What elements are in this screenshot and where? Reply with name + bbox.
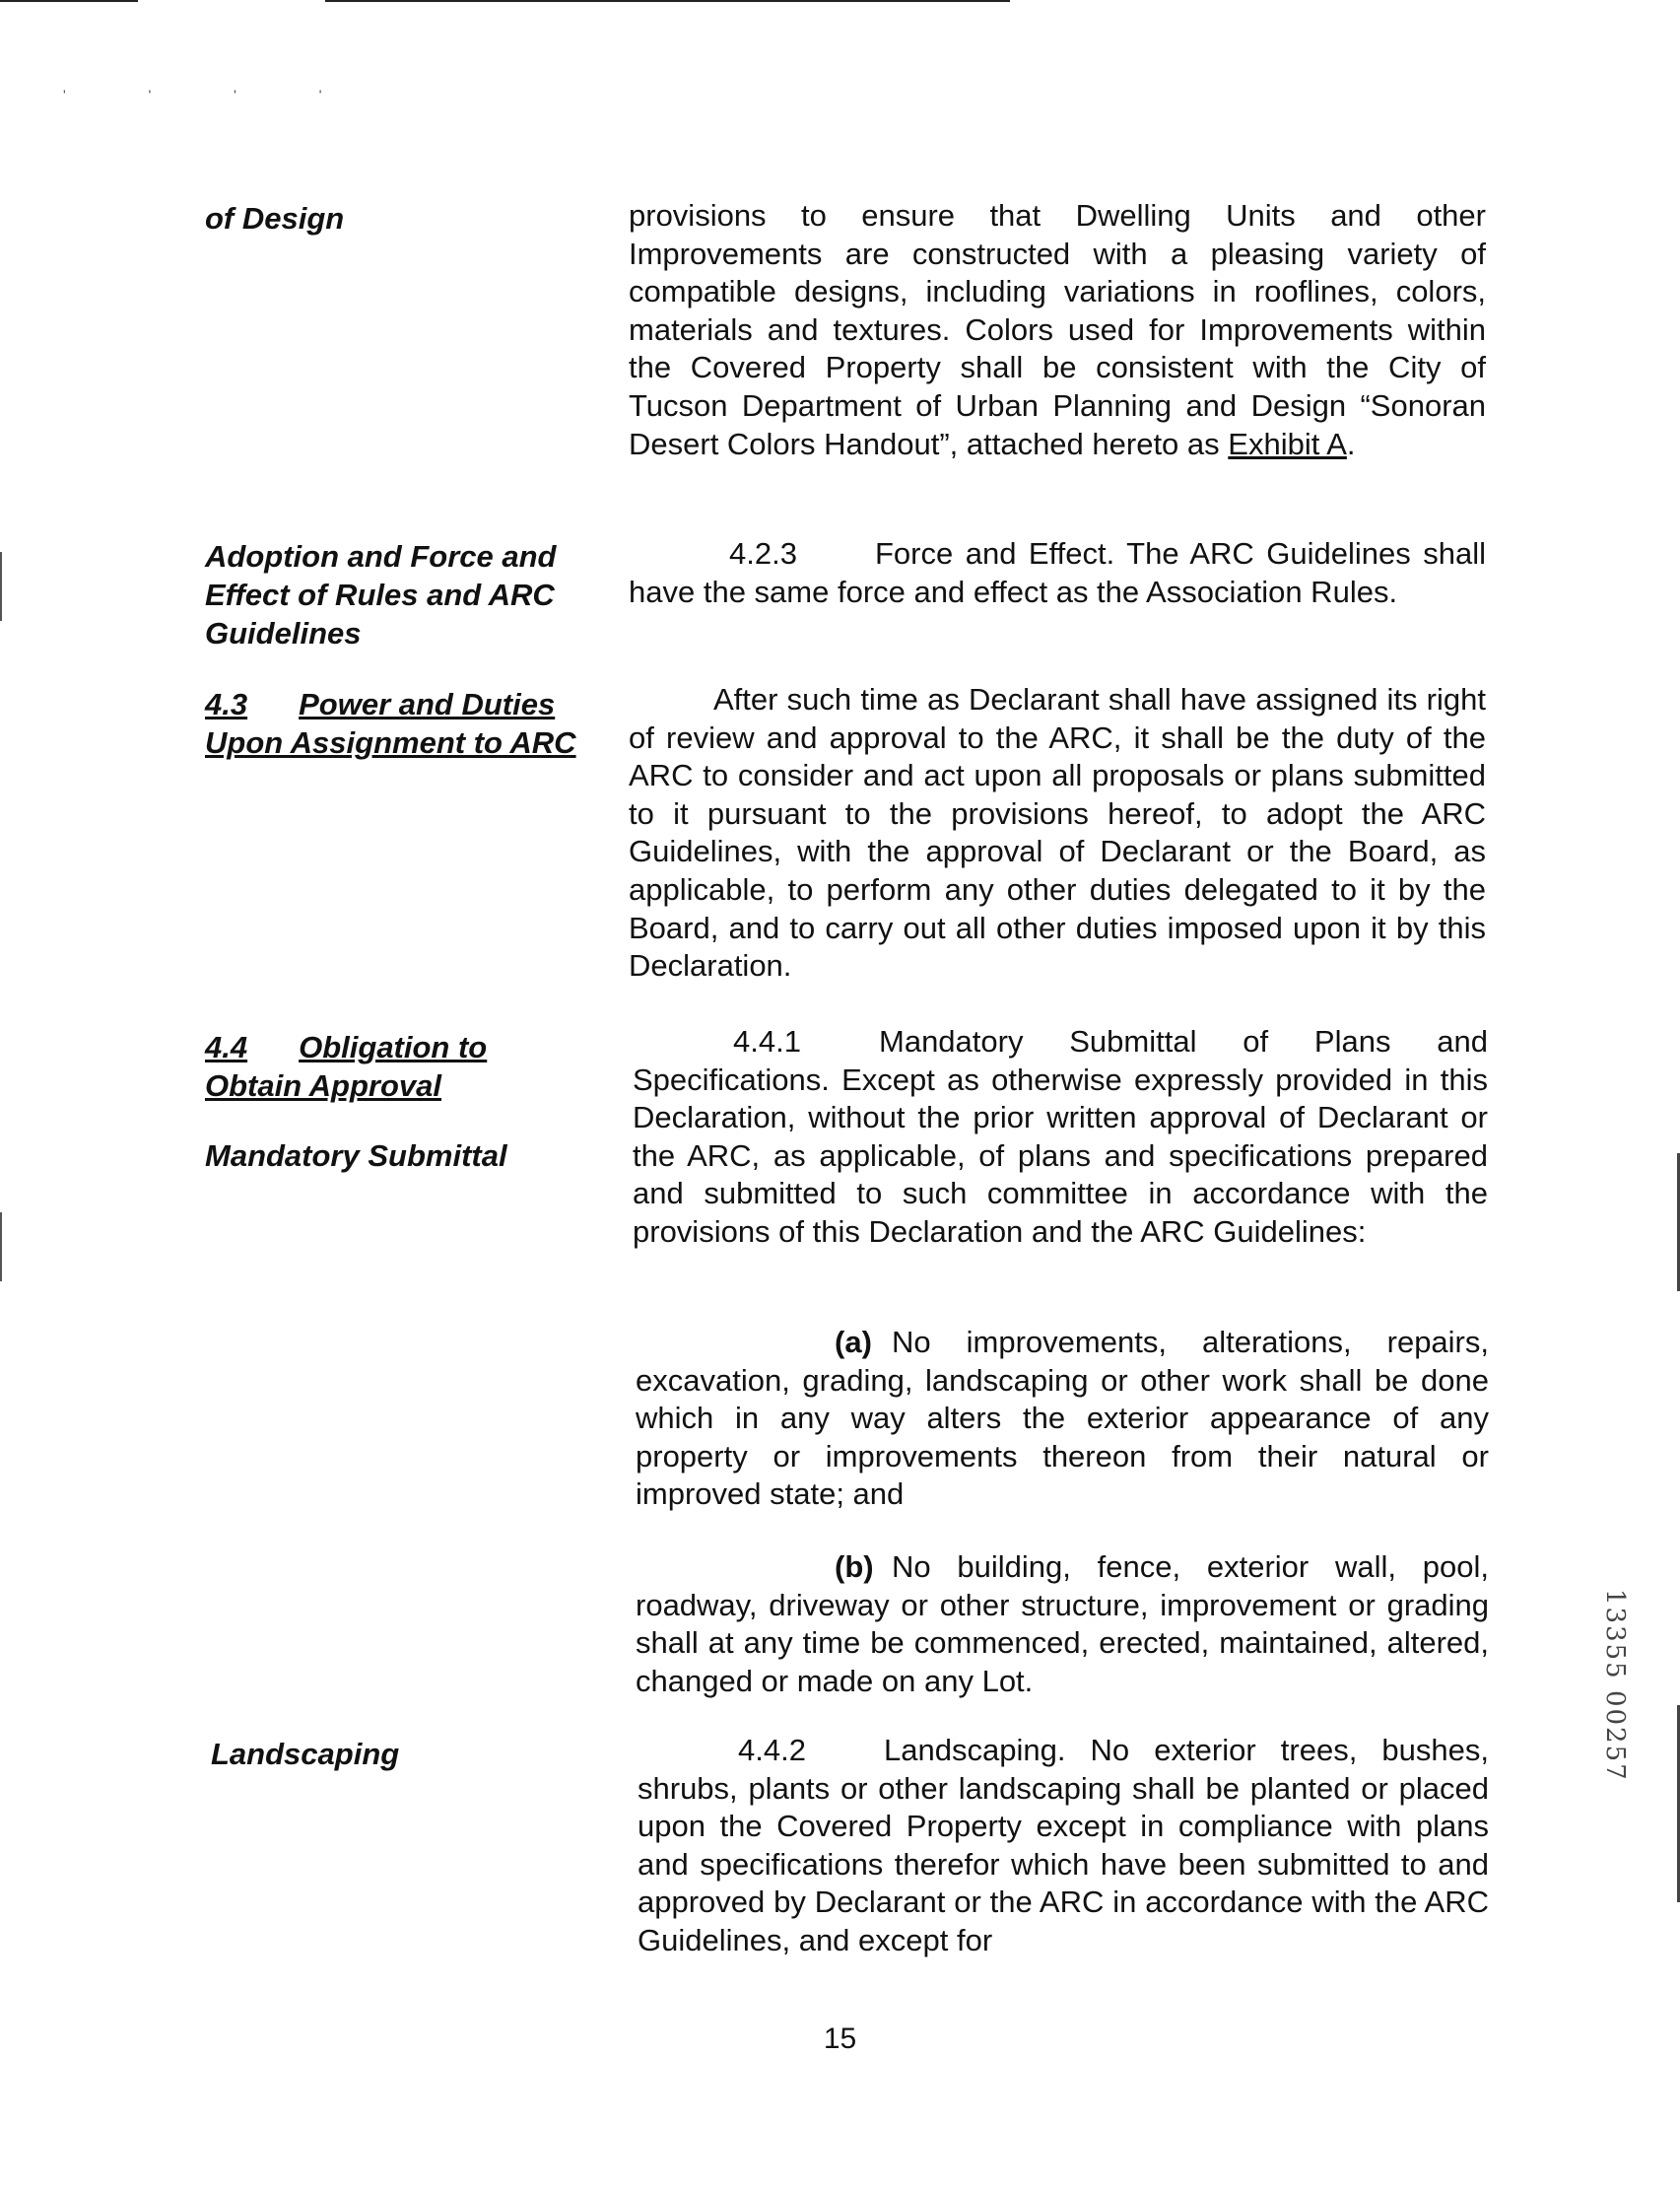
margin-heading-of-design: of Design bbox=[205, 201, 345, 236]
paragraph-design-provisions: provisions to ensure that Dwelling Units and other Improvements are constructed with a pleasing variety of compatible designs, including variations in rooflines, colors, materials and textures. Colors used for Improvements within the Covered Property shall be consistent with the City of Tucson Department of Urban Planning and Design “Sonoran Desert Colors Handout”, attached hereto as Exhibit A. bbox=[629, 198, 1486, 461]
scan-edge-mark bbox=[0, 552, 2, 621]
paragraph-item-a: (a) No improvements, alterations, repairs, excavation, grading, landscaping or other work shall be done which in any way alters the exterior appearance of any property or improvements thereon from their natural or improved state; and bbox=[636, 1325, 1489, 1512]
section-number: 4.2.3 bbox=[729, 536, 797, 571]
item-label: (a) bbox=[835, 1325, 872, 1359]
item-label: (b) bbox=[835, 1549, 874, 1584]
margin-heading-4-3: 4.3 Power and Duties Upon Assignment to ARC bbox=[205, 687, 576, 760]
paragraph-4-3: After such time as Declarant shall have assigned its right of review and approval to the ARC, it shall be the duty of the ARC to consider and act upon all proposals or plans submitted to it pursuant to the provisions hereof, to adopt the ARC Guidelines, with the approval of Declarant or the Board, as applicable, to perform any other duties delegated to it by the Board, and to carry out all other duties imposed upon it by this Declaration. bbox=[629, 682, 1486, 984]
section-number: 4.4.2 bbox=[738, 1733, 806, 1767]
scan-specks: ' ' ' ' bbox=[63, 87, 362, 103]
docket-stamp: 13355 00257 bbox=[1600, 1589, 1630, 1782]
margin-heading-adoption-force-effect: Adoption and Force and Effect of Rules and ARC Guidelines bbox=[205, 539, 557, 651]
scan-edge-line bbox=[325, 0, 1010, 2]
page-number: 15 bbox=[823, 2022, 857, 2055]
exhibit-a-reference: Exhibit A bbox=[1228, 426, 1347, 461]
scan-edge-mark bbox=[0, 1212, 2, 1281]
margin-subheading-mandatory-submittal: Mandatory Submittal bbox=[205, 1138, 507, 1173]
margin-heading-4-4: 4.4 Obligation to Obtain Approval bbox=[205, 1030, 488, 1103]
scan-edge-line bbox=[0, 0, 138, 2]
paragraph-4-4-1: 4.4.1 Mandatory Submittal of Plans and Specifications. Except as otherwise expressly provided in this Declaration, without the prior written approval of Declarant or the ARC, as applicable, of plans and specifications prepared and submitted to such committee in accordance with the provisions of this Declaration and the ARC Guidelines: bbox=[633, 1024, 1488, 1249]
paragraph-4-2-3: 4.2.3 Force and Effect. The ARC Guidelines shall have the same force and effect as the Association Rules. bbox=[629, 536, 1486, 609]
section-number: 4.4.1 bbox=[733, 1024, 801, 1059]
margin-heading-landscaping: Landscaping bbox=[211, 1737, 400, 1771]
paragraph-4-4-2: 4.4.2 Landscaping. No exterior trees, bushes, shrubs, plants or other landscaping shall be planted or placed upon the Covered Property except in compliance with plans and specifications therefor which have been submitted to and approved by Declarant or the ARC in accordance with the ARC Guidelines, and except for bbox=[638, 1733, 1489, 1957]
paragraph-item-b: (b) No building, fence, exterior wall, pool, roadway, driveway or other structure, improvement or grading shall at any time be commenced, erected, maintained, altered, changed or made on any Lot. bbox=[636, 1549, 1489, 1698]
